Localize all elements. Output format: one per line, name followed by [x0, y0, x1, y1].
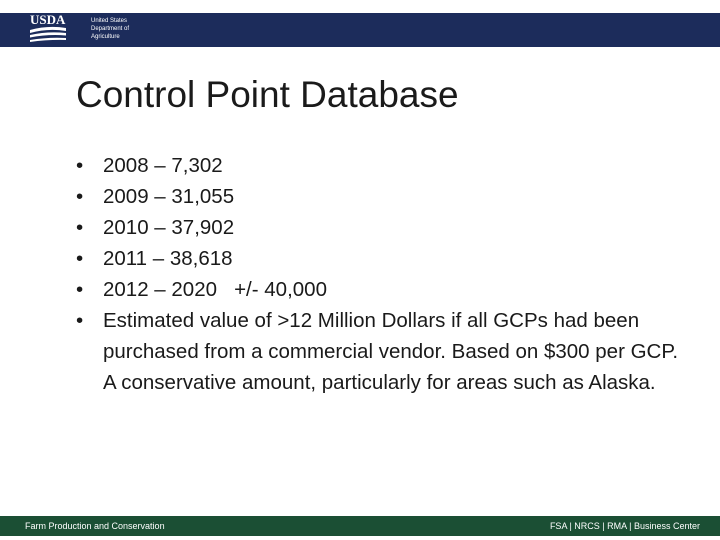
- bullet-dot: •: [76, 278, 84, 301]
- bullet-dot: •: [76, 185, 84, 208]
- bullet-text: 2010 – 37,902: [103, 216, 235, 239]
- bullet-text: 2009 – 31,055: [103, 185, 235, 208]
- bullet-text: 2008 – 7,302: [103, 154, 223, 177]
- bullet-text: Estimated value of >12 Million Dollars if all GCPs had been purchased from a commercial vendor. Based on $300 per GCP. A conservative amount, particularly for areas such as Alaska.: [103, 309, 679, 394]
- usda-logo: [30, 13, 66, 47]
- slide-title: Control Point Database: [76, 74, 459, 115]
- bullet-item: [76, 150, 686, 181]
- bullet-text: 2012 – 2020 +/- 40,000: [103, 278, 327, 301]
- bullet-text: 2011 – 38,618: [103, 247, 233, 270]
- bullet-item: [76, 212, 686, 243]
- footer-agency-name: Farm Production and Conservation: [25, 521, 165, 531]
- bullet-item: [76, 274, 686, 305]
- bullet-item: [76, 181, 686, 212]
- bullet-list: [76, 150, 686, 398]
- bullet-item: [76, 305, 686, 398]
- svg-text:USDA: USDA: [30, 13, 66, 27]
- bullet-dot: •: [76, 154, 84, 177]
- department-line: Agriculture: [91, 34, 120, 40]
- bullet-dot: •: [76, 247, 84, 270]
- usda-logo-icon: [30, 13, 66, 47]
- bullet-item: [76, 243, 686, 274]
- footer-agency-list: FSA | NRCS | RMA | Business Center: [549, 521, 700, 531]
- department-line: United States: [91, 18, 128, 24]
- department-line: Department of: [91, 26, 130, 32]
- bullet-dot: •: [76, 216, 84, 239]
- bullet-dot: •: [76, 309, 84, 332]
- department-name: [91, 17, 129, 41]
- footer-bar: [0, 516, 720, 536]
- header-bar: [0, 13, 720, 47]
